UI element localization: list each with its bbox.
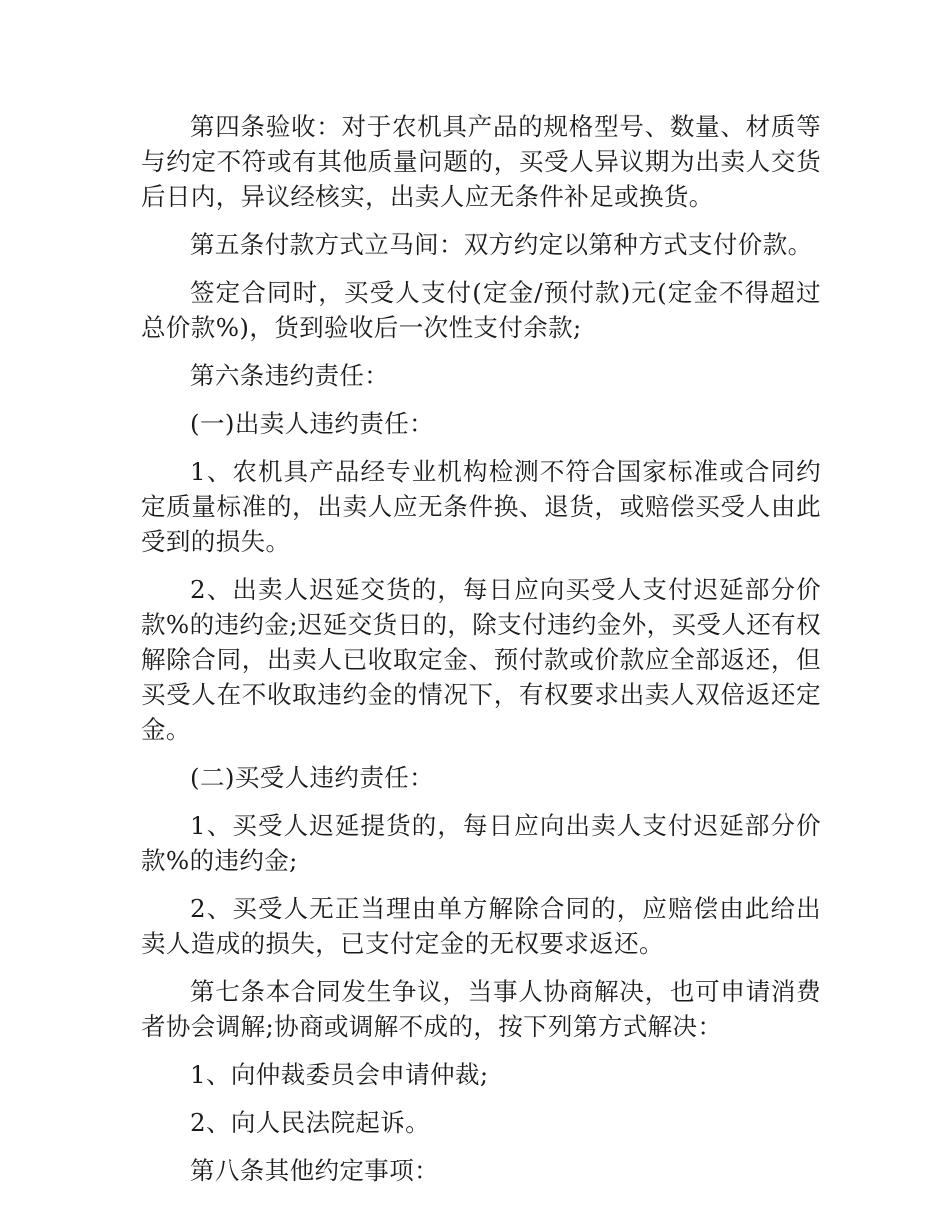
clause-8-other-matters: 第八条其他约定事项： [190, 1156, 439, 1185]
document-body [141, 109, 821, 1201]
payment-deposit-paragraph: 签定合同时，买受人支付(定金/预付款)元(定金不得超过总价款%)，货到验收后一次性支付余款; [141, 278, 821, 342]
seller-liability-item-2: 2、出卖人迟延交货的，每日应向买受人支付迟延部分价款%的违约金;迟延交货日的，除支付违约金外，买受人还有权解除合同，出卖人已收取定金、预付款或价款应全部返还，但买受人在不收取违约金的情况下，有权要求出卖人双倍返还定金。 [141, 575, 821, 744]
clause-6-liability-heading: 第六条违约责任： [190, 361, 390, 390]
seller-liability-item-1: 1、农机具产品经专业机构检测不符合国家标准或合同约定质量标准的，出卖人应无条件换、退货，或赔偿买受人由此受到的损失。 [141, 457, 821, 556]
buyer-liability-heading: (二)买受人违约责任： [190, 763, 435, 792]
clause-7-disputes: 第七条本合同发生争议，当事人协商解决，也可申请消费者协会调解;协商或调解不成的，按下列第方式解决： [141, 977, 821, 1041]
dispute-option-2: 2、向人民法院起诉。 [190, 1108, 431, 1137]
clause-4-acceptance: 第四条验收：对于农机具产品的规格型号、数量、材质等与约定不符或有其他质量问题的，买受人异议期为出卖人交货后日内，异议经核实，出卖人应无条件补足或换货。 [141, 112, 821, 211]
dispute-option-1: 1、向仲裁委员会申请仲裁; [190, 1060, 489, 1089]
clause-5-payment-method: 第五条付款方式立马间：双方约定以第种方式支付价款。 [190, 230, 813, 259]
seller-liability-heading: (一)出卖人违约责任： [190, 409, 435, 438]
buyer-liability-item-1: 1、买受人迟延提货的，每日应向出卖人支付迟延部分价款%的违约金; [141, 811, 821, 875]
buyer-liability-item-2: 2、买受人无正当理由单方解除合同的，应赔偿由此给出卖人造成的损失，已支付定金的无权要求返还。 [141, 894, 821, 958]
